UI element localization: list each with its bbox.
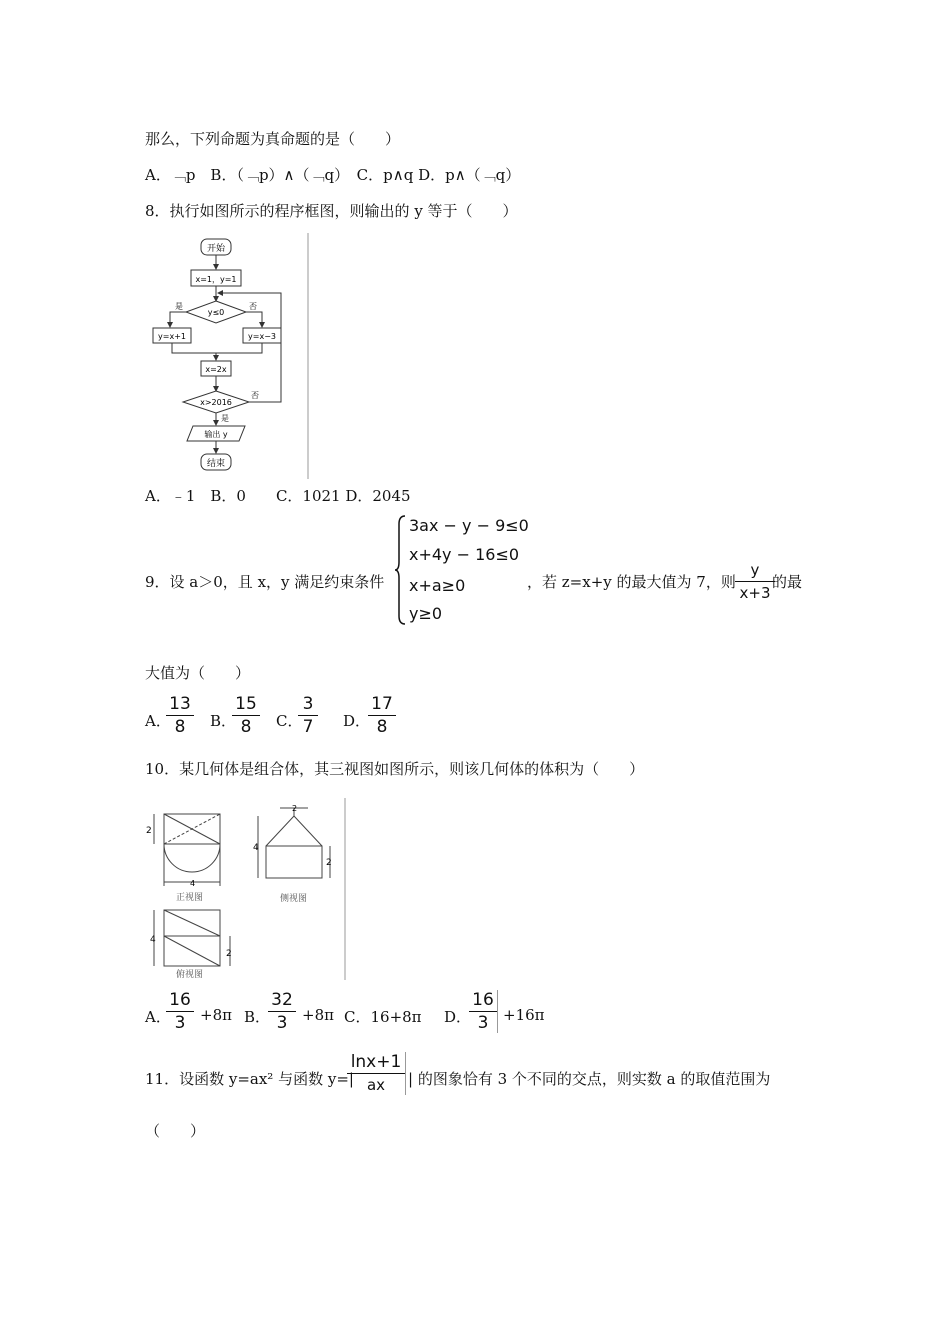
flow-output-text: 输出 y [204, 430, 228, 439]
side-h-label: 4 [253, 843, 259, 853]
front-caption: 正视图 [176, 893, 204, 903]
q10-opt-b-num: 32 [271, 990, 293, 1010]
flow-yes1: 是 [175, 302, 183, 311]
q9-opt-d-den: 8 [376, 717, 388, 737]
q9-opt-d-label: D． [343, 712, 371, 730]
q9-opt-a-den: 8 [174, 717, 186, 737]
q9-opt-c-label: C． [276, 712, 303, 730]
q9-constraint-2: x+4y − 16≤0 [409, 545, 520, 564]
q10-opt-a-tail: +8π [200, 1006, 232, 1024]
q7-stem: 那么，下列命题为真命题的是（ ） [145, 130, 401, 148]
q9-opt-c-frac [298, 694, 318, 737]
q10-three-views [140, 798, 350, 980]
flow-end-text: 结束 [206, 459, 226, 469]
q9-stem-mid: ，若 z=x+y 的最大值为 7，则 [527, 573, 736, 591]
q11-fraction [347, 1052, 406, 1095]
flow-right-text: y=x−3 [248, 332, 276, 341]
q9-opt-d-num: 17 [371, 694, 393, 714]
q10-opt-d-label: D． [444, 1008, 472, 1026]
q11-stem-post: | 的图象恰有 3 个不同的交点，则实数 a 的取值范围为 [408, 1070, 771, 1088]
q10-opt-a-num: 16 [169, 990, 191, 1010]
q10-opt-d-frac [469, 990, 498, 1033]
q10-opt-b-frac [268, 990, 296, 1033]
q9-constraint-1: 3ax − y − 9≤0 [409, 516, 529, 535]
q10-opt-d-num: 16 [472, 990, 494, 1010]
q8-options: A．﹣1 B．0 C．1021 D．2045 [145, 487, 411, 505]
flow-start-text: 开始 [206, 244, 226, 254]
flow-yes2: 是 [221, 414, 229, 423]
q8-stem: 8．执行如图所示的程序框图，则输出的 y 等于（ ） [145, 202, 518, 220]
front-view [154, 814, 220, 886]
flow-cond1-text: y≤0 [207, 308, 225, 317]
q10-opt-a-den: 3 [174, 1013, 186, 1033]
q9-opt-a-frac [166, 694, 194, 737]
q9-opt-a-label: A． [145, 712, 171, 730]
q9-target-fraction [735, 560, 775, 603]
q10-opt-b-den: 3 [276, 1013, 288, 1033]
q10-opt-b-tail: +8π [302, 1006, 334, 1024]
q9-opt-b-frac [232, 694, 260, 737]
front-w-label: 4 [190, 879, 196, 888]
side-caption: 侧视图 [280, 894, 308, 904]
q11-stem-line2: （ ） [145, 1122, 206, 1140]
top-h2-label: 2 [226, 949, 232, 959]
flow-left-text: y=x+1 [158, 332, 186, 341]
q10-opt-a-frac [166, 990, 194, 1033]
side-view [258, 808, 330, 878]
q11-frac-num: lnx+1 [350, 1052, 402, 1072]
q9-opt-b-num: 15 [235, 694, 257, 714]
flow-init-text: x=1，y=1 [195, 275, 237, 284]
q9-opt-d-frac [368, 694, 396, 737]
q9-constraint-3: x+a≥0 [409, 576, 466, 595]
q10-opt-b-label: B． [244, 1008, 271, 1026]
q9-constraint-4: y≥0 [409, 604, 443, 623]
q9-stem-post: 的最 [772, 573, 803, 591]
q9-opt-a-num: 13 [169, 694, 191, 714]
q7-options: A．﹁p B．（﹁p）∧（﹁q） C．p∧q D．p∧（﹁q） [145, 166, 521, 184]
top-view [154, 910, 230, 966]
side-h2-label: 2 [326, 858, 332, 868]
top-caption: 俯视图 [176, 970, 204, 980]
q9-opt-c-den: 7 [302, 717, 314, 737]
q9-frac-num: y [750, 561, 760, 579]
q10-opt-c: C．16+8π [344, 1008, 422, 1026]
front-h-label: 2 [146, 826, 152, 836]
q9-opt-b-label: B． [210, 712, 237, 730]
flow-no2: 否 [251, 391, 259, 400]
q11-frac-den: ax [366, 1076, 386, 1094]
q10-opt-d-den: 3 [477, 1013, 489, 1033]
q10-opt-a-label: A． [145, 1008, 171, 1026]
q9-brace-icon [395, 514, 407, 626]
q9-opt-b-den: 8 [240, 717, 252, 737]
top-h-label: 4 [150, 935, 156, 945]
flow-double-text: x=2x [205, 365, 227, 374]
flow-no1: 否 [249, 302, 257, 311]
q8-flowchart [145, 233, 315, 479]
side-w-label: 2 [292, 804, 298, 813]
q10-opt-d-tail: +16π [503, 1006, 545, 1024]
flow-cond2-text: x>2016 [200, 398, 232, 407]
q9-stem-pre: 9．设 a＞0，且 x，y 满足约束条件 [145, 573, 385, 591]
q9-frac-den: x+3 [739, 584, 771, 602]
q11-stem-pre: 11．设函数 y=ax² 与函数 y=| [145, 1070, 354, 1088]
q9-opt-c-num: 3 [302, 694, 314, 714]
q10-stem: 10．某几何体是组合体，其三视图如图所示，则该几何体的体积为（ ） [145, 760, 645, 778]
q9-stem-line2: 大值为（ ） [145, 664, 251, 682]
